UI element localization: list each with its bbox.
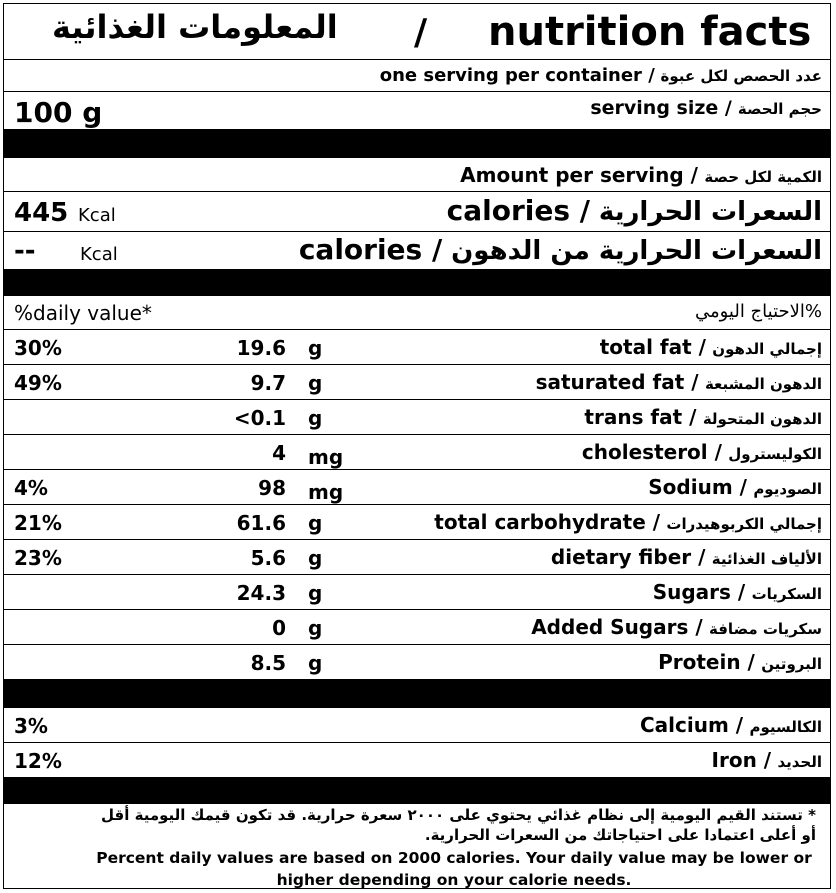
serving-size-en: serving size /	[590, 97, 732, 119]
fat-calories-label	[299, 233, 822, 266]
fat-calories-ar: السعرات الحرارية من الدهون	[451, 236, 822, 266]
footnote-arabic: * تستند القيم اليومية إلى نظام غذائي يحتوي على ٢٠٠٠ سعرة حرارية. قد تكون قيمك اليومية أقل أو أعلى اعتمادا على احتياجاتك من السعرات الحرارية.	[101, 806, 816, 844]
servings-per-container-en: one serving per container /	[379, 65, 655, 86]
nutrient-amount: 0	[272, 616, 286, 640]
nutrient-label-ar: إجمالي الدهون	[712, 340, 822, 358]
nutrient-unit: g	[308, 616, 323, 640]
nutrient-amount: 24.3	[236, 581, 286, 605]
calories-unit: Kcal	[78, 205, 116, 226]
nutrient-amount: 5.6	[250, 546, 286, 570]
nutrient-row	[4, 575, 830, 610]
mineral-label-ar: الكالسيوم	[749, 718, 822, 736]
nutrient-label-ar: إجمالي الكربوهيدرات	[666, 515, 822, 533]
nutrient-label-en: Sodium /	[648, 475, 747, 499]
serving-size-label	[590, 97, 822, 119]
calories-label	[447, 194, 822, 227]
mineral-daily-value: 3%	[14, 714, 48, 738]
nutrient-label-ar: الألياف الغذائية	[711, 550, 822, 568]
nutrient-label	[536, 370, 822, 394]
amount-per-serving-ar: الكمية لكل حصة	[704, 168, 822, 186]
calories-en: calories /	[446, 194, 591, 227]
nutrient-label-ar: السكريات	[751, 585, 822, 603]
calories-row	[4, 192, 830, 232]
nutrient-unit: g	[308, 406, 323, 430]
nutrient-label-en: dietary fiber /	[550, 545, 706, 569]
nutrient-daily-value: 30%	[14, 336, 62, 360]
nutrient-unit: g	[308, 581, 323, 605]
nutrient-unit: g	[308, 336, 323, 360]
daily-value-ar: %الاحتياج اليومي	[694, 301, 822, 322]
nutrient-label-ar: الدهون المتحولة	[702, 410, 822, 428]
nutrient-row	[4, 645, 830, 680]
servings-per-container-row	[4, 60, 830, 92]
calories-ar: السعرات الحرارية	[598, 197, 822, 227]
title-arabic: المعلومات الغذائية	[52, 8, 338, 46]
nutrient-label-ar: الكوليسترول	[728, 445, 822, 463]
nutrient-label-ar: الدهون المشبعة	[704, 375, 822, 393]
nutrient-label	[648, 475, 822, 499]
daily-value-row	[4, 296, 830, 330]
nutrient-label-en: cholesterol /	[581, 440, 722, 464]
daily-value-en: %daily value*	[14, 301, 152, 325]
nutrient-row	[4, 540, 830, 575]
nutrient-row	[4, 435, 830, 470]
mineral-row	[4, 708, 830, 743]
nutrient-label	[584, 405, 822, 429]
nutrient-label-en: Added Sugars /	[531, 615, 703, 639]
nutrient-amount: 9.7	[250, 371, 286, 395]
nutrient-daily-value: 49%	[14, 371, 62, 395]
nutrient-daily-value: 21%	[14, 511, 62, 535]
title-separator: /	[414, 12, 428, 53]
amount-per-serving-label	[460, 163, 822, 187]
nutrient-daily-value: 23%	[14, 546, 62, 570]
nutrient-amount: 4	[272, 441, 286, 465]
nutrient-label-en: Protein /	[658, 650, 755, 674]
nutrient-label-en: trans fat /	[584, 405, 697, 429]
nutrient-row	[4, 470, 830, 505]
mineral-daily-value: 12%	[14, 749, 62, 773]
nutrient-label	[658, 650, 822, 674]
title-english: nutrition facts	[488, 9, 812, 55]
footnote-english: Percent daily values are based on 2000 calories. Your daily value may be lower or higher depending on your calorie needs.	[96, 849, 812, 889]
calories-value: 445	[14, 198, 69, 228]
nutrient-unit: g	[308, 651, 323, 675]
nutrient-row	[4, 400, 830, 435]
nutrient-unit: g	[308, 371, 323, 395]
servings-per-container-ar: عدد الحصص لكل عبوة	[660, 67, 822, 85]
nutrient-unit: mg	[308, 445, 344, 469]
nutrient-amount: <0.1	[233, 406, 286, 430]
amount-per-serving-en: Amount per serving /	[460, 163, 698, 187]
nutrient-amount: 61.6	[236, 511, 286, 535]
nutrient-unit: mg	[308, 480, 344, 504]
nutrient-unit: g	[308, 511, 323, 535]
mineral-label-en: Iron /	[711, 748, 772, 772]
divider-bar	[4, 130, 830, 158]
servings-per-container-label	[380, 65, 822, 86]
nutrient-amount: 19.6	[236, 336, 286, 360]
nutrient-label	[531, 615, 822, 639]
divider-bar	[4, 270, 830, 296]
mineral-label	[712, 748, 822, 772]
nutrient-label	[434, 510, 822, 534]
nutrient-amount: 98	[258, 476, 286, 500]
mineral-label-ar: الحديد	[777, 753, 822, 771]
nutrient-label	[582, 440, 822, 464]
nutrient-label-en: saturated fat /	[535, 370, 699, 394]
nutrient-label-ar: البروتين	[761, 655, 822, 673]
nutrient-row	[4, 330, 830, 365]
fat-calories-en: calories /	[298, 233, 443, 266]
nutrition-facts-panel	[3, 3, 831, 889]
nutrient-row	[4, 610, 830, 645]
nutrient-label	[653, 580, 822, 604]
nutrient-row	[4, 365, 830, 400]
mineral-row	[4, 743, 830, 778]
mineral-label-en: Calcium /	[640, 713, 744, 737]
nutrient-row	[4, 505, 830, 540]
serving-size-value: 100 g	[14, 96, 103, 129]
nutrient-label-en: total carbohydrate /	[434, 510, 661, 534]
fat-calories-unit: Kcal	[80, 244, 118, 265]
nutrient-label-en: total fat /	[599, 335, 706, 359]
header-row	[4, 4, 830, 60]
nutrient-label-ar: سكريات مضافة	[709, 620, 822, 638]
fat-calories-row	[4, 232, 830, 270]
nutrient-label-en: Sugars /	[652, 580, 746, 604]
nutrient-daily-value: 4%	[14, 476, 48, 500]
serving-size-ar: حجم الحصة	[737, 100, 822, 118]
mineral-label	[640, 713, 822, 737]
serving-size-row	[4, 92, 830, 130]
nutrient-label-ar: الصوديوم	[753, 480, 822, 498]
nutrient-label	[600, 335, 822, 359]
nutrient-label	[551, 545, 822, 569]
nutrient-unit: g	[308, 546, 323, 570]
divider-bar	[4, 778, 830, 804]
fat-calories-value: --	[14, 236, 36, 266]
nutrient-amount: 8.5	[250, 651, 286, 675]
amount-per-serving-row	[4, 158, 830, 192]
divider-bar	[4, 680, 830, 708]
